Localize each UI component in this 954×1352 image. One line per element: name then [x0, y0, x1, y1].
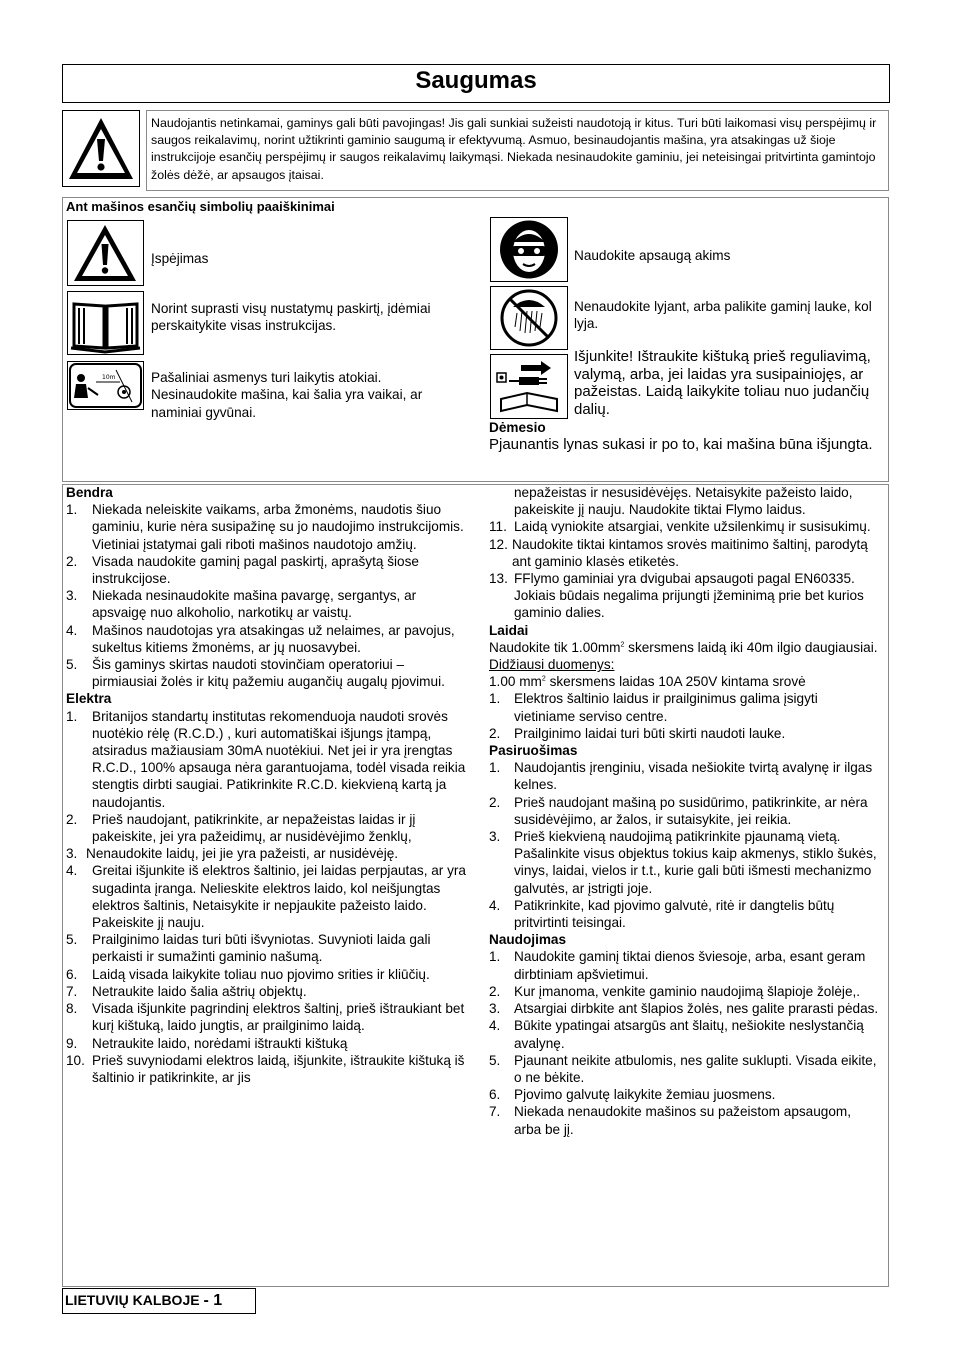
no-rain-icon [490, 286, 568, 350]
laidai-spec: Naudokite tik $1.00mm^2$ skersmens laidą iki 40m ilgio daugiausiai. [489, 639, 878, 655]
no-rain-text: Nenaudokite lyjant, arba palikite gaminį lauke, kol lyja. [574, 299, 872, 332]
eye-protection-icon [490, 217, 568, 282]
unplug-text: Išjunkite! Ištraukite kištuką prieš reguliavimą, valymą, arba, jei laidas yra susipainiojęs, ar pažeistas. Laidą laikykite toliau nuo judančių dalių. [574, 348, 871, 418]
page-title: Saugumas [415, 67, 537, 94]
section-title-pasiruosimas: Pasiruošimas [489, 743, 578, 759]
list-item: 6. Pjovimo galvutę laikykite žemiau juosmens. [489, 1087, 776, 1103]
list-item: 9. Netraukite laido, norėdami ištraukti kištuką [66, 1035, 348, 1051]
list-item: 2. Visada naudokite gaminį pagal paskirtį, aprašytą šiose instrukcijose. [66, 553, 419, 587]
section-title-laidai: Laidai [489, 622, 529, 638]
list-item: 1. Elektros šaltinio laidus ir prailginimus galima įsigyti vietiniame serviso centre. [489, 691, 818, 724]
attention-text: Pjaunantis lynas sukasi ir po to, kai mašina būna išjungta. [489, 436, 873, 453]
list-item: 2. Kur įmanoma, venkite gaminio naudojimą šlapioje žolėje,. [489, 983, 861, 999]
symbols-heading: Ant mašinos esančių simbolių paaiškinimai [66, 199, 335, 214]
svg-text:10m: 10m [102, 374, 116, 381]
section-title-elektra: Elektra [66, 691, 112, 707]
bystanders-text: Pašaliniai asmenys turi laikytis atokiai. Nesinaudokite mašina, kai šalia yra vaikai, ar naminiai gyvūnai. [151, 370, 423, 420]
intro-box [146, 110, 889, 191]
list-item: 11. Laidą vyniokite atsargiai, venkite užsilenkimų ir susisukimų. [489, 519, 871, 535]
list-item: 1. Naudojantis įrenginiu, visada nešiokite tvirtą avalynę ir ilgas kelnes. [489, 760, 873, 793]
list-item: 13. FFlymo gaminiai yra dvigubai apsaugoti pagal EN60335. Jokiais būdais negalima prijungti įžeminimą prie bet kurios gaminio dalies. [489, 571, 864, 621]
list-item: 1. Naudokite gaminį tiktai dienos šviesoje, arba, esant geram dirbtiniam apšvietimui. [489, 949, 866, 982]
bendra-list [66, 501, 466, 690]
list-item: 3. Atsargiai dirbkite ant šlapios žolės, nes galite prarasti pėdas. [489, 1001, 879, 1017]
list-item: 5. Prailginimo laidas turi būti išvyniotas. Suvynioti laida gali perkaisti ir sumažinti gaminio našumą. [66, 932, 431, 965]
eye-protection-text: Naudokite apsaugą akims [574, 248, 731, 263]
laidai-max-spec: 1.00 $mm^2$ skersmens laidas 10A 250V kintama srovė [489, 674, 806, 690]
right-column [489, 484, 881, 1138]
list-item: 3. Prieš kiekvieną naudojimą patikrinkite pjaunamą vietą. Pašalinkite visus objektus tokius kaip akmenys, stiklo šukės, vinys, laidai, vielos ir t.t., kurie gali būti išmesti mechanizmo galvutės, ar įstrigti joje. [489, 829, 877, 896]
warning-symbol-icon [67, 220, 144, 286]
max-data-label: Didžiausi duomenys: [489, 657, 615, 673]
list-item: 10. Prieš suvyniodami elektros laidą, išjunkite, ištraukite kištuką iš šaltinio ir patikrinkite, ar jis [66, 1052, 465, 1085]
intro-text: Naudojantis netinkamai, gaminys gali būti pavojingas! Jis gali sunkiai sužeisti naudotoją ir kitus. Turi būti laikomasi visų perspėjimų ir saugos reikalavimų, norint užtikrinti gaminio saugumą ir efektyvumą. Asmuo, besinaudojantis mašina, yra atsakingas už šioje instrukcijoje esančių perspėjimų ir saugos reikalavimų laikymąsi. Niekada nesinaudokite gaminiu, jei neteisingai pritvirtinta gamintojo žolės dėžė, ar apsaugos įtaisai. [151, 116, 877, 182]
list-item: 7. Niekada nenaudokite mašinos su pažeistom apsaugom, arba be jį. [489, 1104, 852, 1137]
read-manual-text: Norint suprasti visų nustatymų paskirtį, įdėmiai perskaitykite visas instrukcijas. [151, 301, 431, 334]
list-item: 2. Prieš naudojant, patikrinkite, ar nepažeistas laidas ir jį pakeiskite, jei yra pažeidimų, ar nusidėvėjimo ženklų, [66, 811, 416, 845]
list-item: 1. Britanijos standartų institutas rekomenduoja naudoti srovės nuotėkio rėlę (R.C.D.) , kuri automatiškai išjungs įtampą, atsiradus mažiausiam 30mA nuotėkiui. Net jei ir yra įrengtas R.C.D., 100% apsauga nėra garantuojama, todėl visada reikia stengtis dirbti saugiai. Patikrinkite R.C.D. kiekvieną kartą ja naudojantis. [66, 708, 466, 810]
warning-symbol-text: Įspėjimas [151, 251, 209, 266]
title-box [62, 64, 890, 103]
section-title-naudojimas: Naudojimas [489, 932, 567, 948]
list-item: 6. Laidą visada laikykite toliau nuo pjovimo srities ir kliūčių. [66, 966, 430, 982]
attention-title: Dėmesio [489, 420, 546, 435]
list-item: 1. Niekada neleiskite vaikams, arba žmonėms, naudotis šiuo gaminiu, kurie nėra susipažinę su jo naudojimo instrukcijomis. Vietiniai įstatymai gali riboti mašinos naudotojo amžių. [66, 502, 464, 552]
list-item: 4. Būkite ypatingai atsargūs ant šlaitų, nešiokite neslystančią avalynę. [489, 1018, 864, 1051]
list-item: 2. Prailginimo laidai turi būti skirti naudoti lauke. [489, 725, 786, 741]
list-item: 12. Naudokite tiktai kintamos srovės maitinimo šaltinį, parodytą ant gaminio klasės etiketės. [489, 536, 868, 569]
list-item: 4. Mašinos naudotojas yra atsakingas už nelaimes, ar pavojus, sukeltus kitiems žmonėms, ar jų nuosavybei. [66, 622, 455, 655]
list-item: 3. Niekada nesinaudokite mašina pavargę, sergantys, ar apsvaigę nuo alkoholio, narkotikų ar vaistų. [66, 588, 417, 621]
list-item: 3. Nenaudokite laidų, jei jie yra pažeisti, ar nusidėvėję. [66, 846, 399, 862]
elektra-list [66, 708, 466, 1086]
list-item: 4. Patikrinkite, kad pjovimo galvutė, ritė ir dangtelis būtų pritvirtinti teisingai. [489, 897, 835, 931]
list-item: 5. Šis gaminys skirtas naudoti stovinčiam operatoriui – pirmiausiai žolės ir kitų pažemiu augančių augalų pjovimui. [66, 657, 445, 690]
list-item: 5. Pjaunant neikite atbulomis, nes galite suklupti. Visada eikite, o ne bėkite. [489, 1052, 877, 1085]
elektra-item-10-continued: nepažeistas ir nesusidėvėjęs. Netaisykite pažeisto laido, pakeiskite jį nauju. Naudokite tiktai Flymo laidus. [514, 485, 853, 518]
section-title-bendra: Bendra [66, 485, 113, 500]
unplug-icon [490, 354, 568, 419]
list-item: 4. Greitai išjunkite iš elektros šaltinio, jei laidas perpjautas, ar yra sugadinta įranga. Nelieskite elektros laido, kol neišjungtas elektros šaltinis, Netaisykite ir nepjaukite pažeisto laido. Pakeiskite jį nauju. [66, 863, 466, 931]
bystanders-icon [67, 361, 144, 410]
main-warning-icon [62, 110, 140, 187]
page-number: - 1 [203, 1292, 223, 1309]
footer-language: LIETUVIŲ KALBOJE [65, 1292, 200, 1308]
footer-box [62, 1288, 256, 1314]
read-manual-icon [67, 291, 144, 355]
left-column [66, 484, 466, 1086]
list-item: 8. Visada išjunkite pagrindinį elektros šaltinį, prieš ištraukiant bet kurį kištuką, laido jungtis, ar prailginimo laidą. [66, 1001, 465, 1034]
list-item: 2. Prieš naudojant mašiną po susidūrimo, patikrinkite, ar nėra susidėvėjimo, ar žalos, ir sutaisykite, jei reikia. [489, 794, 868, 827]
list-item: 7. Netraukite laido šalia aštrių objektų. [66, 983, 307, 999]
